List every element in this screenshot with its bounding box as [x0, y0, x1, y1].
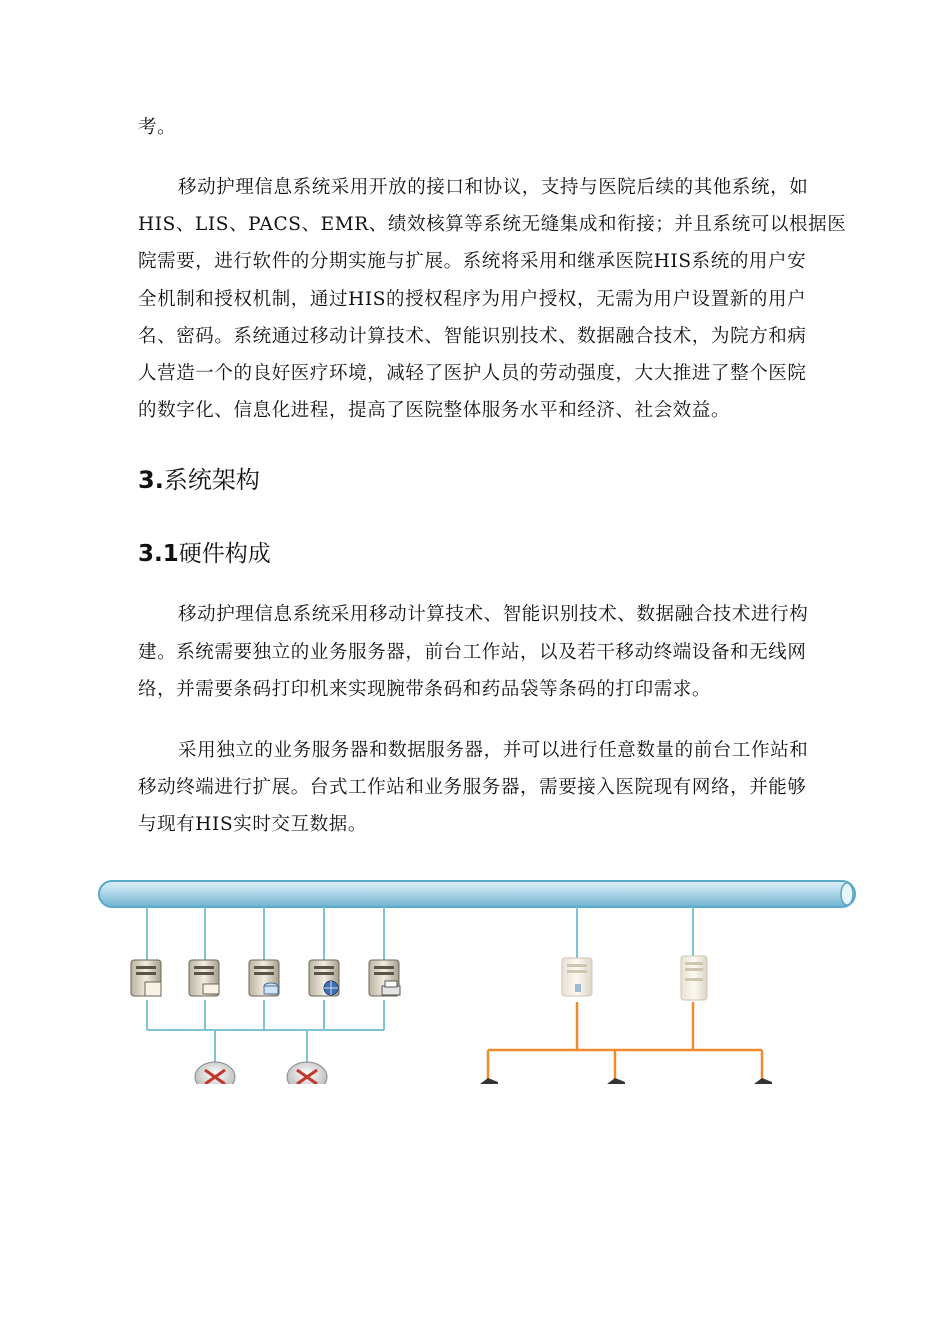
paragraph-line: 的数字化、信息化进程，提高了医院整体服务水平和经济、社会效益。: [138, 400, 731, 421]
subsection-number: 3.1: [138, 541, 179, 567]
section-heading: [138, 460, 260, 495]
paragraph-line: 移动护理信息系统采用移动计算技术、智能识别技术、数据融合技术进行构: [178, 604, 809, 625]
server-printer-icon: [369, 960, 400, 996]
subsection-heading: [138, 535, 271, 568]
paragraph-line: 络，并需要条码打印机来实现腕带条码和药品袋等条码的打印需求。: [138, 679, 712, 700]
paragraph-line: 与现有HIS实时交互数据。: [138, 814, 367, 835]
server-icon: [189, 960, 219, 996]
paragraph-tail: 考。: [138, 117, 177, 138]
paragraph-line: 院需要，进行软件的分期实施与扩展。系统将采用和继承医院HIS系统的用户安: [138, 251, 807, 272]
mobile-network-links: [488, 1002, 762, 1082]
network-diagram: [95, 872, 860, 1092]
server-icon: [681, 956, 707, 1000]
paragraph-line: 移动终端进行扩展。台式工作站和业务服务器，需要接入医院现有网络，并能够: [138, 777, 807, 798]
network-backbone: [99, 881, 855, 907]
server-database-icon: [249, 960, 279, 996]
paragraph-line: 采用独立的业务服务器和数据服务器，并可以进行任意数量的前台工作站和: [178, 740, 809, 761]
server-icon: [131, 960, 161, 996]
paragraph-line: 移动护理信息系统采用开放的接口和协议，支持与医院后续的其他系统，如: [178, 177, 809, 198]
subsection-title: 硬件构成: [178, 541, 271, 567]
diagram-crop-mask: [95, 1084, 860, 1092]
server-globe-icon: [309, 960, 339, 996]
paragraph-line: 全机制和授权机制，通过HIS的授权程序为用户授权，无需为用户设置新的用户: [138, 289, 807, 310]
paragraph-line: 建。系统需要独立的业务服务器，前台工作站，以及若干移动终端设备和无线网: [138, 642, 807, 663]
server-icon: [562, 958, 592, 996]
section-title: 系统架构: [163, 466, 260, 494]
paragraph-line: 名、密码。系统通过移动计算技术、智能识别技术、数据融合技术，为院方和病: [138, 326, 807, 347]
paragraph-line: 人营造一个的良好医疗环境，减轻了医护人员的劳动强度，大大推进了整个医院: [138, 363, 807, 384]
paragraph-line: HIS、LIS、PACS、EMR、绩效核算等系统无缝集成和衔接；并且系统可以根据医: [138, 214, 847, 235]
mobile-server-links: [577, 907, 693, 960]
section-number: 3.: [138, 466, 164, 494]
